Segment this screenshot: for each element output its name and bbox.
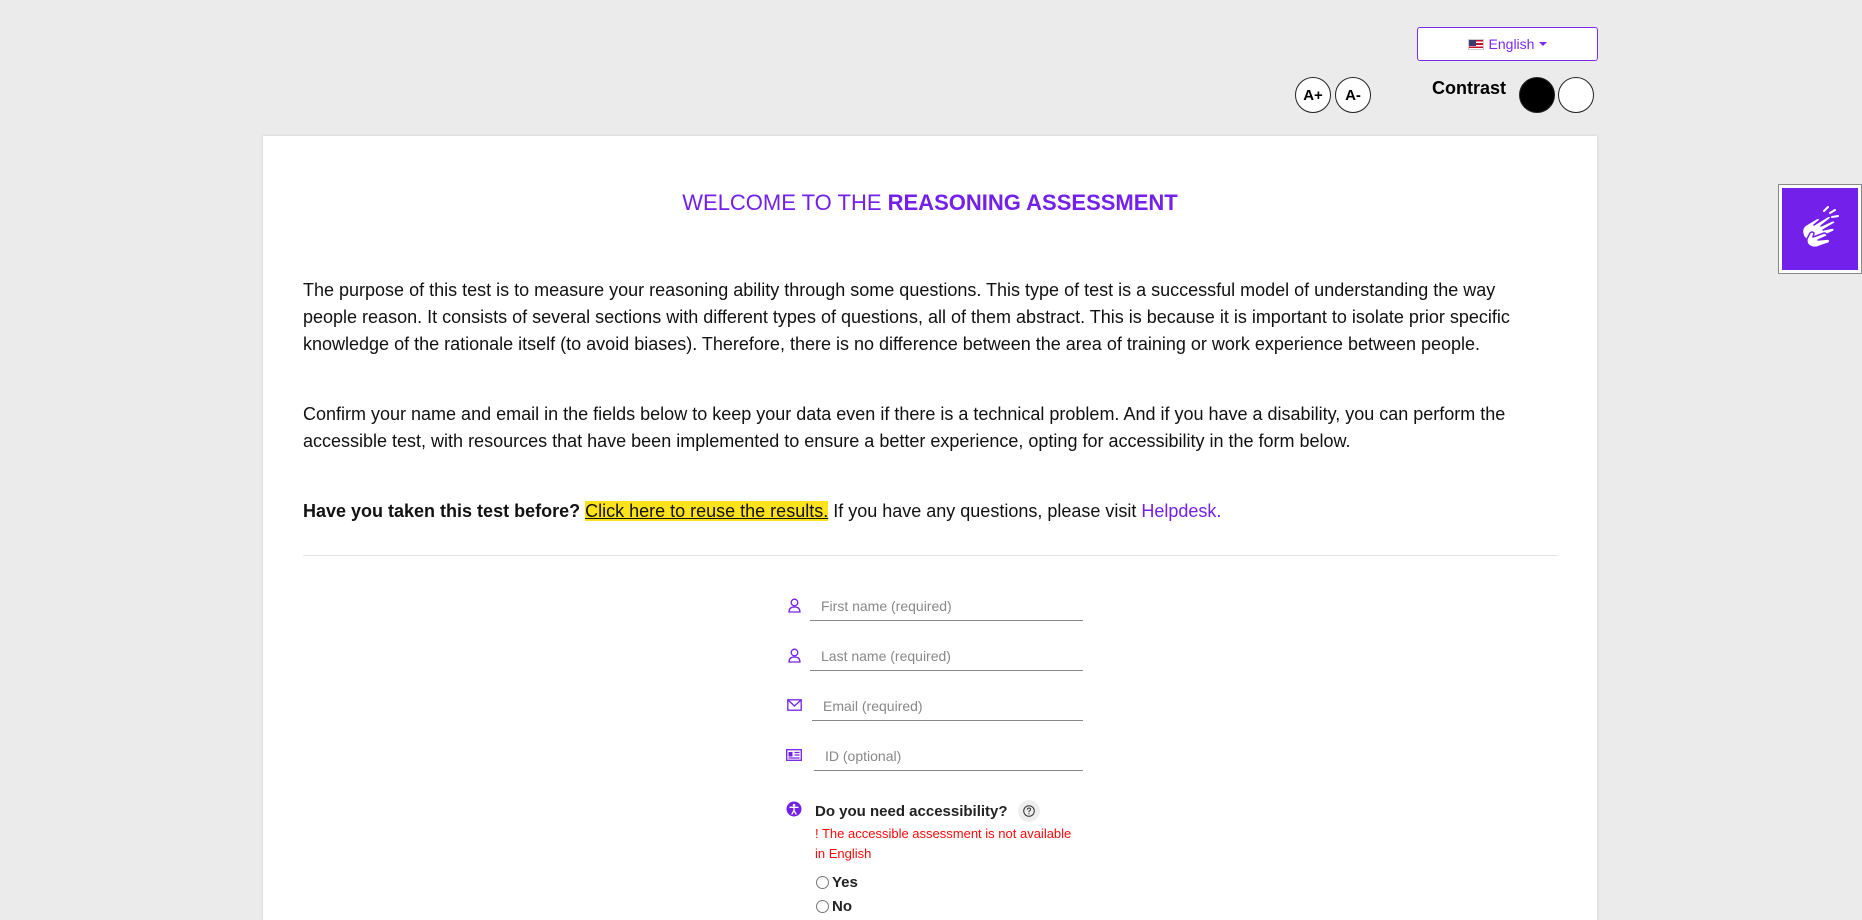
accessibility-question-row [815, 800, 1040, 822]
intro-paragraph-confirm: Confirm your name and email in the fields below to keep your data even if there is a technical problem. And if you have a disability, you can perform the accessible test, with resources that have been implemented to ensure a better experience, opting for accessibility in the form below. [303, 404, 1506, 451]
reuse-results-line [303, 498, 1553, 525]
envelope-icon [786, 697, 802, 713]
id-input[interactable] [814, 741, 1083, 771]
title-prefix: WELCOME TO THE [682, 190, 888, 215]
accessibility-no-radio[interactable] [816, 900, 829, 913]
section-divider [303, 555, 1558, 556]
user-icon [786, 647, 802, 663]
reuse-results-link[interactable]: Click here to reuse the results. [585, 501, 829, 521]
email-field [786, 691, 1086, 721]
user-icon [786, 597, 802, 613]
page-title [263, 190, 1597, 216]
welcome-card [263, 136, 1597, 920]
accessibility-question: Do you need accessibility? [815, 802, 1008, 820]
contrast-label: Contrast [1432, 78, 1507, 98]
top-toolbar [0, 0, 1862, 136]
question-mark-icon [1023, 805, 1035, 817]
helpdesk-link[interactable]: Helpdesk. [1141, 501, 1222, 521]
font-decrease-button[interactable]: A- [1335, 77, 1371, 113]
accessibility-warning: ! The accessible assessment is not available in English [815, 826, 1072, 861]
no-label: No [832, 898, 852, 915]
intro-paragraph-purpose: The purpose of this test is to measure your reasoning ability through some questions. This type of test is a successful model of understanding the way people reason. It consists of several sections with different types of questions, all of them abstract. This is because it is important to isolate prior specific knowledge of the rationale itself (to avoid biases). Therefore, there is no difference between the area of training or work experience between people. [303, 280, 1510, 354]
questions-text: If you have any questions, please visit [828, 501, 1142, 521]
title-emphasis: REASONING ASSESSMENT [887, 190, 1178, 215]
email-input[interactable] [812, 691, 1083, 721]
first-name-field [786, 591, 1086, 621]
sign-language-widget-button[interactable] [1778, 184, 1862, 274]
taken-before-question: Have you taken this test before? [303, 501, 581, 521]
last-name-field [786, 641, 1086, 671]
accessibility-yes-option[interactable] [816, 874, 858, 891]
yes-label: Yes [832, 874, 858, 891]
id-field [786, 741, 1086, 771]
us-flag-icon [1468, 39, 1484, 50]
help-button[interactable] [1018, 800, 1040, 822]
sign-language-hands-icon [1794, 203, 1846, 255]
accessibility-icon [786, 801, 802, 822]
first-name-input[interactable] [810, 591, 1083, 621]
caret-down-icon [1539, 42, 1547, 46]
accessibility-yes-radio[interactable] [816, 876, 829, 889]
language-label: English [1488, 36, 1535, 52]
accessibility-no-option[interactable] [816, 898, 852, 915]
font-increase-button[interactable]: A+ [1295, 77, 1331, 113]
normal-contrast-button[interactable] [1558, 77, 1594, 113]
id-card-icon [786, 747, 802, 763]
high-contrast-button[interactable] [1519, 77, 1555, 113]
last-name-input[interactable] [810, 641, 1083, 671]
language-selector[interactable] [1417, 27, 1598, 61]
